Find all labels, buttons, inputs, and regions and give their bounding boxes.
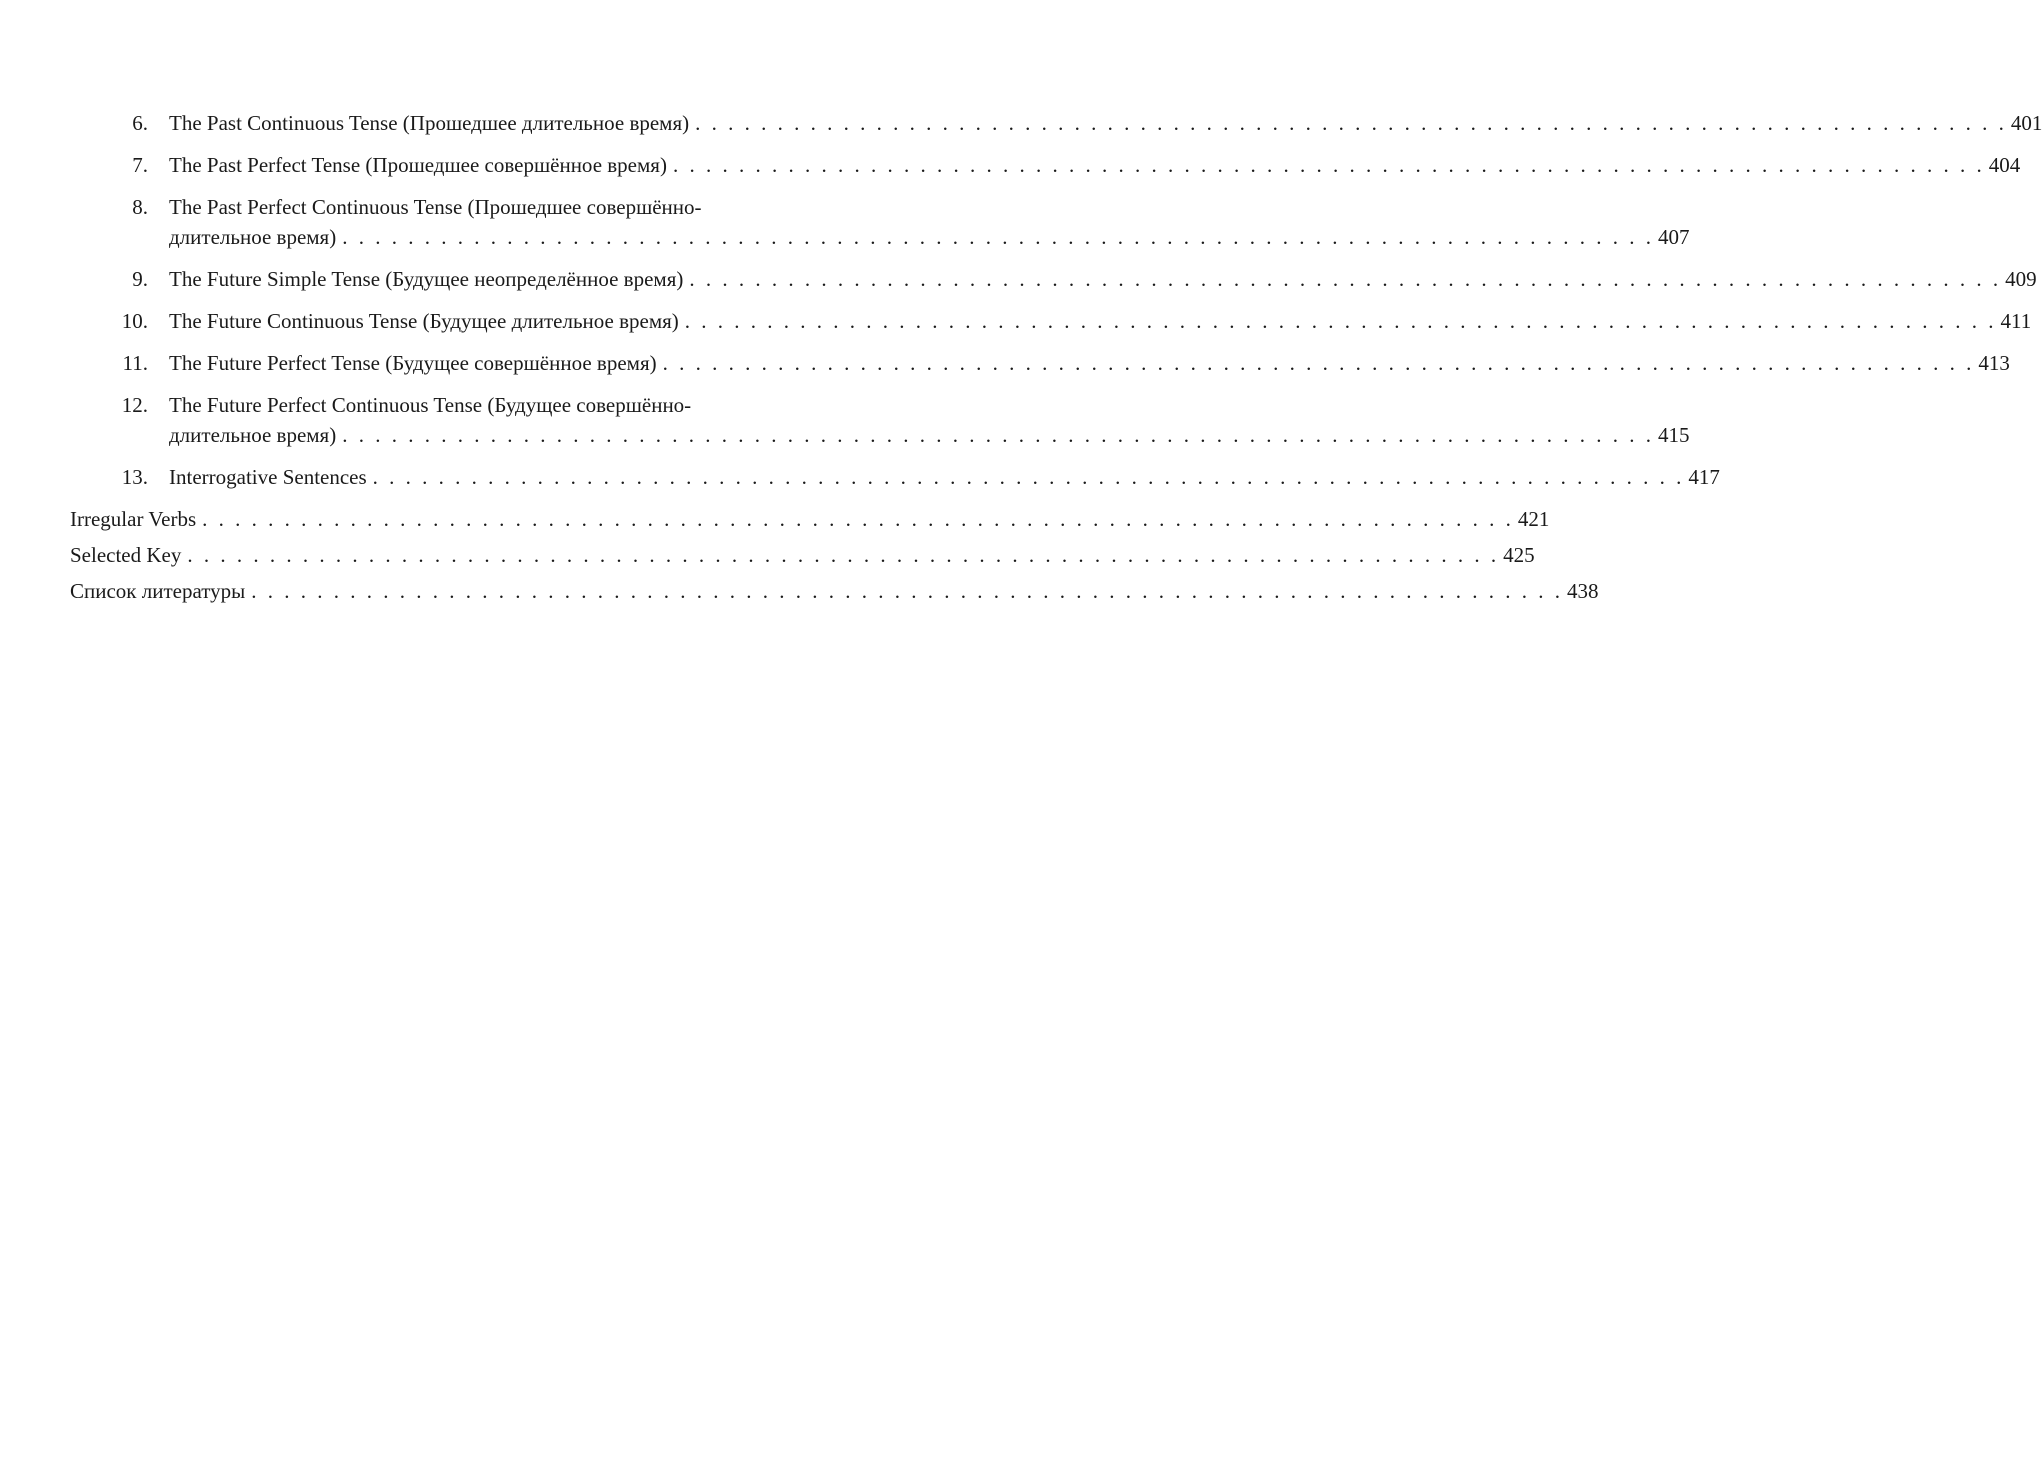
entry-page-number: 413: [1978, 351, 2010, 375]
toc-entry-9[interactable]: [70, 264, 2037, 294]
entry-title: Selected Key: [70, 543, 182, 567]
dot-leader: . . . . . . . . . . . . . . . . . . . . . . . . . . . . . . . . . . . . . . . . . . . . . . . . . . . . . . . . . . . . . . . . . . . . . . . . . . . . . . . .: [187, 543, 1500, 567]
dot-leader: . . . . . . . . . . . . . . . . . . . . . . . . . . . . . . . . . . . . . . . . . . . . . . . . . . . . . . . . . . . . . . . . . . . . . . . . . . . . . . . .: [372, 465, 1685, 489]
entry-page-number: 404: [1988, 153, 2021, 177]
toc-entry-13[interactable]: [70, 462, 1720, 492]
entry-title: The Future Continuous Tense (Будущее длительное время): [169, 309, 679, 333]
table-of-contents: [70, 108, 2042, 612]
entry-title: Interrogative Sentences: [169, 465, 367, 489]
entry-number: 10.: [121, 309, 148, 333]
entry-number: 13.: [121, 465, 148, 489]
dot-leader: . . . . . . . . . . . . . . . . . . . . . . . . . . . . . . . . . . . . . . . . . . . . . . . . . . . . . . . . . . . . . . . . . . . . . . . . . . . . . . . .: [342, 225, 1654, 249]
dot-leader: . . . . . . . . . . . . . . . . . . . . . . . . . . . . . . . . . . . . . . . . . . . . . . . . . . . . . . . . . . . . . . . . . . . . . . . . . . . . . . . .: [695, 111, 2007, 135]
entry-page-number: 421: [1517, 507, 1550, 531]
entry-page-number: 401: [2010, 111, 2042, 135]
entry-number: 11.: [122, 351, 148, 375]
dot-leader: . . . . . . . . . . . . . . . . . . . . . . . . . . . . . . . . . . . . . . . . . . . . . . . . . . . . . . . . . . . . . . . . . . . . . . . . . . . . . . . .: [251, 579, 1564, 603]
toc-entry-selected-key[interactable]: [70, 540, 1535, 570]
entry-page-number: 411: [2000, 309, 2032, 333]
dot-leader: . . . . . . . . . . . . . . . . . . . . . . . . . . . . . . . . . . . . . . . . . . . . . . . . . . . . . . . . . . . . . . . . . . . . . . . . . . . . . . . .: [689, 267, 2002, 291]
entry-title-line1: The Future Perfect Continuous Tense (Будущее совершённо-: [169, 393, 692, 417]
entry-title: The Future Perfect Tense (Будущее совершённое время): [169, 351, 657, 375]
toc-entry-8[interactable]: [70, 192, 1690, 252]
toc-entry-12[interactable]: [70, 390, 1690, 450]
entry-page-number: 425: [1503, 543, 1535, 567]
entry-number: 9.: [132, 267, 148, 291]
entry-page-number: 409: [2005, 267, 2037, 291]
entry-title: The Future Simple Tense (Будущее неопределённое время): [169, 267, 684, 291]
entry-number: 8.: [132, 195, 148, 219]
entry-page-number: 417: [1688, 465, 1720, 489]
entry-title-line2: длительное время): [169, 225, 337, 249]
entry-page-number: 407: [1657, 225, 1690, 249]
dot-leader: . . . . . . . . . . . . . . . . . . . . . . . . . . . . . . . . . . . . . . . . . . . . . . . . . . . . . . . . . . . . . . . . . . . . . . . . . . . . . . . .: [684, 309, 1997, 333]
entry-title: The Past Perfect Tense (Прошедшее совершённое время): [169, 153, 667, 177]
entry-number: 6.: [132, 111, 148, 135]
toc-entry-irregular-verbs[interactable]: [70, 504, 1550, 534]
entry-number: 7.: [132, 153, 148, 177]
toc-entry-6[interactable]: [70, 108, 2042, 138]
entry-title: Irregular Verbs: [70, 507, 197, 531]
entry-number: 12.: [121, 393, 148, 417]
entry-page-number: 438: [1567, 579, 1599, 603]
toc-entry-7[interactable]: [70, 150, 2021, 180]
toc-entry-10[interactable]: [70, 306, 2032, 336]
dot-leader: . . . . . . . . . . . . . . . . . . . . . . . . . . . . . . . . . . . . . . . . . . . . . . . . . . . . . . . . . . . . . . . . . . . . . . . . . . . . . . . .: [202, 507, 1514, 531]
dot-leader: . . . . . . . . . . . . . . . . . . . . . . . . . . . . . . . . . . . . . . . . . . . . . . . . . . . . . . . . . . . . . . . . . . . . . . . . . . . . . . . .: [342, 423, 1654, 447]
dot-leader: . . . . . . . . . . . . . . . . . . . . . . . . . . . . . . . . . . . . . . . . . . . . . . . . . . . . . . . . . . . . . . . . . . . . . . . . . . . . . . . .: [672, 153, 1985, 177]
dot-leader: . . . . . . . . . . . . . . . . . . . . . . . . . . . . . . . . . . . . . . . . . . . . . . . . . . . . . . . . . . . . . . . . . . . . . . . . . . . . . . . .: [662, 351, 1975, 375]
entry-title-line1: The Past Perfect Continuous Tense (Прошедшее совершённо-: [169, 195, 702, 219]
entry-title-line2: длительное время): [169, 423, 337, 447]
entry-title: The Past Continuous Tense (Прошедшее длительное время): [169, 111, 690, 135]
entry-title: Список литературы: [70, 579, 246, 603]
entry-page-number: 415: [1657, 423, 1690, 447]
toc-entry-11[interactable]: [70, 348, 2010, 378]
toc-entry-bibliography[interactable]: [70, 576, 1599, 606]
